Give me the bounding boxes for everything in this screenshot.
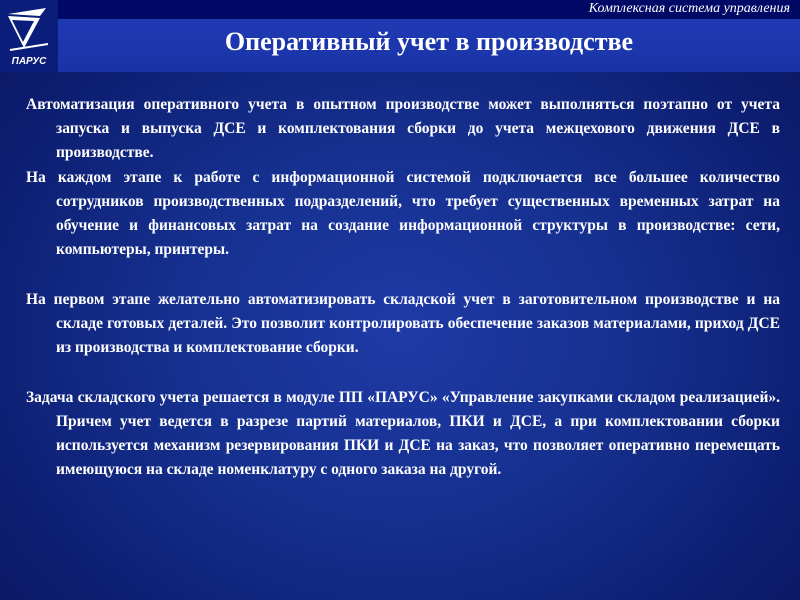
content-body (26, 93, 780, 483)
spacer (26, 361, 780, 386)
logo (0, 0, 58, 72)
paragraph-2: На каждом этапе к работе с информационной системой подключается все большее количество сотрудников производственных подразделений, что требует существенных временных затрат на обучение и финансовых затрат на создание информационной структуры в производстве: сети, компьютеры, принтеры. (26, 169, 780, 258)
sail-logo-icon (0, 0, 58, 72)
header-subtitle: Комплексная система управления (588, 1, 790, 16)
page-title: Оперативный учет в производстве (224, 27, 634, 56)
paragraph-4: Задача складского учета решается в модуле ПП «ПАРУС» «Управление закупками складом реализацией». Причем учет ведется в разрезе партий материалов, ПКИ и ДСЕ, а при комплектовании сборки используется механизм резервирования ПКИ и ДСЕ на заказ, что позволяет оперативно перемещать имеющуюся на складе номенклатуру с одного заказа на другой. (26, 389, 780, 478)
paragraph-3: На первом этапе желательно автоматизировать складской учет в заготовительном производстве и на складе готовых деталей. Это позволит контролировать обеспечение заказов материалами, приход ДСЕ из производства и комплектование сборки. (26, 291, 780, 356)
logo-text: ПАРУС (11, 56, 47, 67)
header-bar (58, 0, 800, 20)
spacer (26, 263, 780, 288)
paragraph-1: Автоматизация оперативного учета в опытном производстве может выполняться поэтапно от учета запуска и выпуска ДСЕ и комплектования сборки до учета межцехового движения ДСЕ в производстве. (26, 96, 780, 161)
